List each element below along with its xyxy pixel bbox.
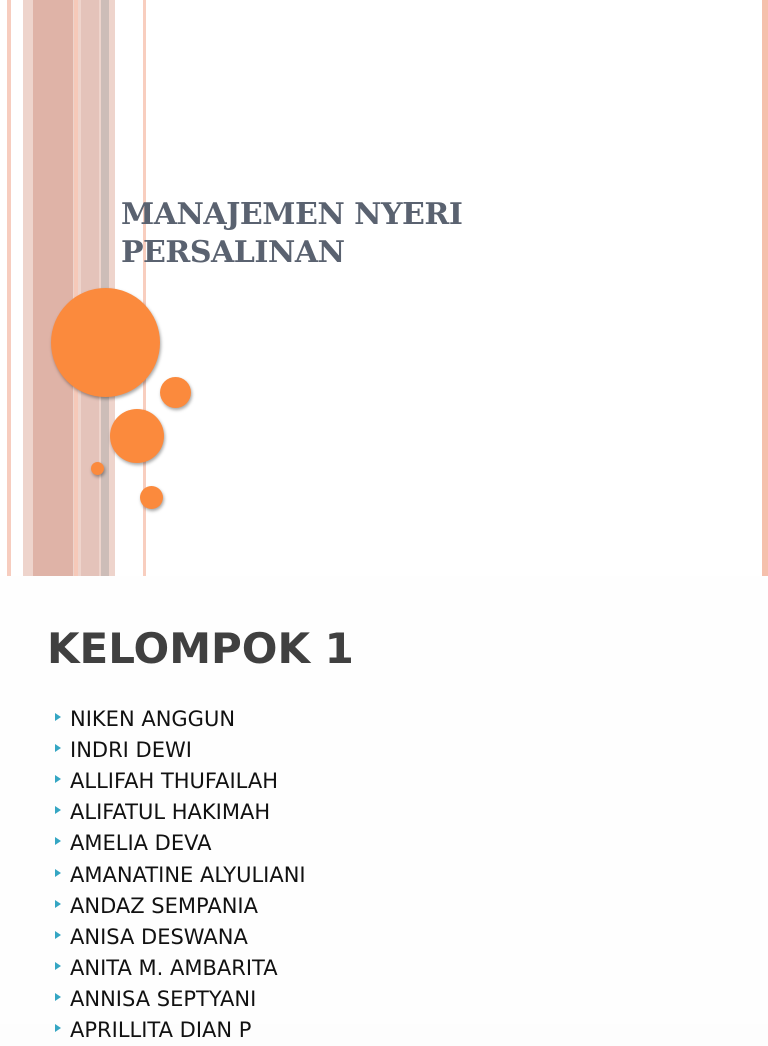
triangle-bullet-icon bbox=[55, 744, 61, 752]
decorative-band bbox=[74, 0, 78, 576]
slide-title bbox=[121, 196, 721, 272]
triangle-bullet-icon bbox=[55, 869, 61, 877]
decorative-band bbox=[33, 0, 73, 576]
member-name: AMELIA DEVA bbox=[70, 831, 212, 856]
member-name: ALLIFAH THUFAILAH bbox=[70, 768, 278, 793]
list-item bbox=[55, 828, 306, 859]
triangle-bullet-icon bbox=[55, 962, 61, 970]
triangle-bullet-icon bbox=[55, 806, 61, 814]
triangle-bullet-icon bbox=[55, 837, 61, 845]
list-item bbox=[55, 953, 306, 984]
group-heading: KELOMPOK 1 bbox=[47, 624, 354, 673]
decorative-circle bbox=[110, 409, 164, 463]
triangle-bullet-icon bbox=[55, 713, 61, 721]
list-item bbox=[55, 765, 306, 796]
member-name: ANDAZ SEMPANIA bbox=[70, 893, 258, 918]
decorative-circle bbox=[51, 288, 160, 397]
member-name: ALIFATUL HAKIMAH bbox=[70, 800, 271, 825]
list-item bbox=[55, 921, 306, 952]
title-line: PERSALINAN bbox=[121, 235, 345, 270]
list-item bbox=[55, 703, 306, 734]
triangle-bullet-icon bbox=[55, 775, 61, 783]
member-list bbox=[55, 703, 306, 1046]
list-item bbox=[55, 984, 306, 1015]
members-slide bbox=[0, 576, 768, 1043]
member-name: ANNISA SEPTYANI bbox=[70, 987, 257, 1012]
decorative-circle bbox=[140, 486, 163, 509]
triangle-bullet-icon bbox=[55, 1024, 61, 1032]
triangle-bullet-icon bbox=[55, 993, 61, 1001]
decorative-band bbox=[762, 0, 768, 576]
list-item bbox=[55, 797, 306, 828]
triangle-bullet-icon bbox=[55, 900, 61, 908]
member-name: AMANATINE ALYULIANI bbox=[70, 862, 306, 887]
title-line: MANAJEMEN NYERI bbox=[121, 197, 463, 232]
list-item bbox=[55, 859, 306, 890]
member-name: INDRI DEWI bbox=[70, 737, 192, 762]
member-name: ANISA DESWANA bbox=[70, 924, 248, 949]
list-item bbox=[55, 1015, 306, 1046]
decorative-circle bbox=[160, 377, 191, 408]
list-item bbox=[55, 734, 306, 765]
member-name: APRILLITA DIAN P bbox=[70, 1018, 252, 1043]
list-item bbox=[55, 890, 306, 921]
decorative-circle bbox=[91, 462, 104, 475]
member-name: ANITA M. AMBARITA bbox=[70, 956, 278, 981]
decorative-band bbox=[7, 0, 11, 576]
triangle-bullet-icon bbox=[55, 931, 61, 939]
member-name: NIKEN ANGGUN bbox=[70, 706, 236, 731]
